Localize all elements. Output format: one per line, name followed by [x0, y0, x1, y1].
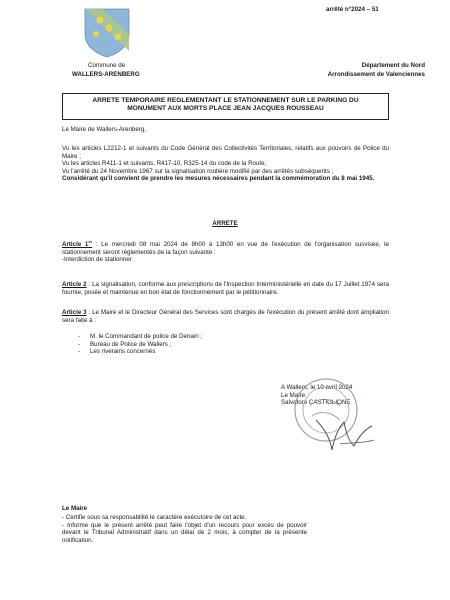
- visa-2: Vu les articles R411-1 et suivants, R417-10, R325-14 du code de la Route,: [62, 160, 267, 168]
- recipient-item: - Les riverains concernés: [90, 348, 340, 356]
- article-1-label: Article 1er: [62, 239, 93, 249]
- commune-label: Commune de: [88, 62, 126, 69]
- handwritten-signature: [310, 414, 380, 454]
- recipient-item: - M. le Commandant de police de Denain ;: [90, 333, 340, 341]
- commune-crest: [82, 6, 132, 58]
- recipient-item: - Bureau de Police de Wallers ;: [90, 341, 340, 349]
- article-1-text: Le mercredi 08 mai 2024 de 8h00 à 13h00 en vue de l'exécution de l'organisation susvisée, le stationnement seront réglementés de la façon suivante :: [62, 241, 389, 256]
- article-1-item: -Interdiction de stationner: [62, 256, 132, 264]
- footer-heading: Le Maire: [62, 505, 88, 512]
- reference-number: arrêté n°2024 – 51: [326, 6, 379, 13]
- visa-1: Vu les articles L2212-1 et suivants du Code Général des Collectivités Territoriales, relatifs aux pouvoirs de Police du Maire ;: [62, 145, 389, 160]
- title-line-1: ARRETE TEMPORAIRE REGLEMENTANT LE STATIONNEMENT SUR LE PARKING DU: [92, 97, 359, 104]
- article-2: Article 2 : La signalisation, conforme aux prescriptions de l'Inspection Interministérielle en date du 17 Juillet 1974 sera fournie, posée et maintenue en bon état de fonctionnement par le pétitionnaire.: [62, 281, 389, 296]
- signature-role: Le Maire: [281, 391, 306, 399]
- commune-name: WALLERS-ARENBERG: [72, 71, 140, 78]
- footer-line-2: - Informe que le présent arrêté peut faire l'objet d'un recours pour excès de pouvoir devant le Tribunal Administratif dans un délai de 2 mois, à compter de la présente notification.: [62, 521, 307, 544]
- arrondissement: Arrondissement de Valenciennes: [327, 71, 425, 78]
- considerant: Considérant qu'il convient de prendre les mesures nécessaires pendant la commémoration du 8 mai 1945.: [62, 175, 375, 183]
- document-title: [62, 93, 389, 120]
- article-2-label: Article 2: [62, 281, 87, 288]
- signature-name: Salvatore CASTIGLIONE: [281, 399, 351, 407]
- article-3-label: Article 3: [62, 309, 87, 316]
- recipient-list: [90, 333, 340, 356]
- footer-line-1: - Certifie sous sa responsabilité le caractère exécutoire de cet acte.: [62, 514, 247, 521]
- intro-line: Le Maire de Wallers-Arenberg,: [62, 126, 147, 133]
- department: Département du Nord: [361, 62, 425, 69]
- article-3: Article 3 : Le Maire et le Directeur Général des Services sont chargés de l'exécution du présent arrêté dont ampliation sera faite à :: [62, 309, 389, 324]
- preamble-block: [62, 145, 389, 183]
- visa-3: Vu l'arrêté du 24 Novembre 1967 sur la signalisation routière modifié par des arrêtés subséquents ;: [62, 167, 334, 175]
- title-line-2: MONUMENT AUX MORTS PLACE JEAN JACQUES ROUSSEAU: [127, 105, 324, 113]
- arrete-heading: ARRETE: [212, 220, 238, 227]
- article-3-text: Le Maire et le Directeur Général des Services sont chargés de l'exécution du présent arrêté dont ampliation sera faite à :: [62, 309, 389, 324]
- signature-place-date: A Wallers, le 10 avril 2024: [281, 384, 353, 391]
- article-1: Article 1er : Le mercredi 08 mai 2024 de 8h00 à 13h00 en vue de l'exécution de l'organisation susvisée, le stationnement seront réglementés de la façon suivante : -Interdiction de stationner: [62, 239, 389, 264]
- footer-notes: [62, 514, 307, 544]
- article-2-text: La signalisation, conforme aux prescriptions de l'Inspection Interministérielle en date du 17 Juillet 1974 sera fournie, posée et maintenue en bon état de fonctionnement par le pétitionnaire.: [62, 281, 389, 296]
